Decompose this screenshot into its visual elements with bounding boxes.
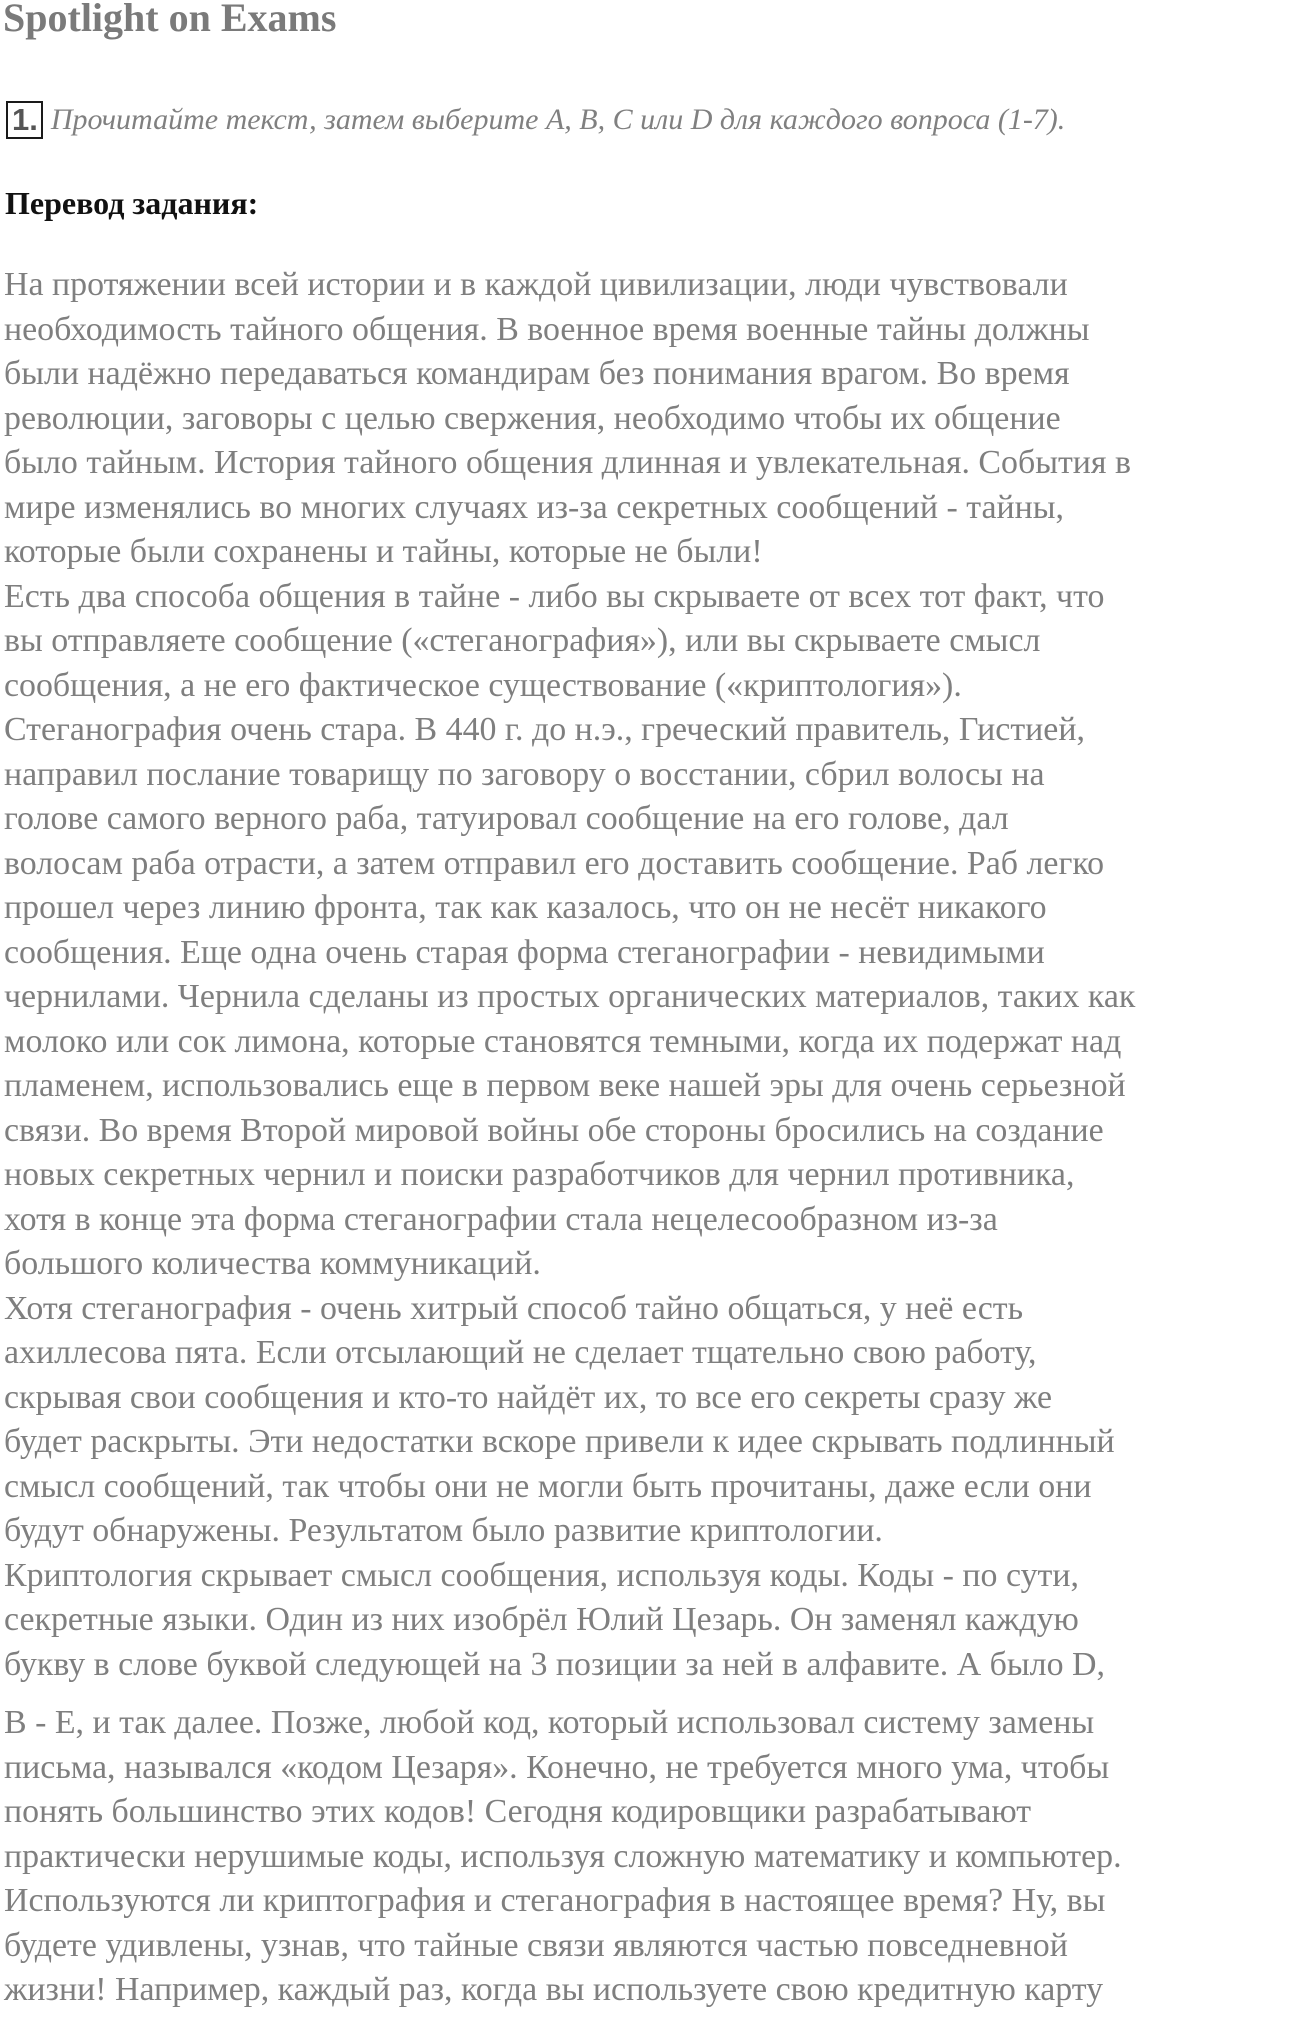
text-line: Стеганография очень стара. В 440 г. до н.э., греческий правитель, Гистией, bbox=[4, 711, 1085, 748]
text-line: Используются ли криптография и стеганография в настоящее время? Ну, вы bbox=[4, 1882, 1106, 1919]
text-line: письма, назывался «кодом Цезаря». Конечно, не требуется много ума, чтобы bbox=[4, 1748, 1110, 1786]
text-line: революции, заговоры с целью свержения, необходимо чтобы их общение bbox=[4, 399, 1061, 437]
text-line: будут обнаружены. Результатом было развитие криптологии. bbox=[4, 1512, 883, 1549]
text-line: На протяжении всей истории и в каждой цивилизации, люди чувствовали bbox=[4, 266, 1068, 303]
text-line: пламенем, использовались еще в первом веке нашей эры для очень серьезной bbox=[4, 1067, 1126, 1104]
text-line: понять большинство этих кодов! Сегодня кодировщики разрабатывают bbox=[4, 1793, 1032, 1830]
document-title: Spotlight on Exams bbox=[3, 0, 337, 40]
text-line: смысл сообщений, так чтобы они не могли быть прочитаны, даже если они bbox=[4, 1467, 1092, 1505]
text-line: В - Е, и так далее. Позже, любой код, который использовал систему замены bbox=[4, 1704, 1095, 1741]
text-line: секретные языки. Один из них изобрёл Юлий Цезарь. Он заменял каждую bbox=[4, 1601, 1079, 1638]
text-line: вы отправляете сообщение («стеганография»), или вы скрываете смысл bbox=[4, 622, 1041, 659]
text-line: будет раскрыты. Эти недостатки вскоре привели к идее скрывать подлинный bbox=[4, 1423, 1115, 1460]
text-line: сообщения, а не его фактическое существование («криптология»). bbox=[4, 666, 962, 704]
text-line: чернилами. Чернила сделаны из простых органических материалов, таких как bbox=[4, 978, 1136, 1015]
translation-body-text bbox=[4, 263, 1303, 2013]
text-line: было тайным. История тайного общения длинная и увлекательная. События в bbox=[4, 444, 1131, 481]
text-line: прошел через линию фронта, так как казалось, что он не несёт никакого bbox=[4, 889, 1047, 926]
text-line: молоко или сок лимона, которые становятся темными, когда их подержат над bbox=[4, 1022, 1122, 1060]
text-line: будете удивлены, узнав, что тайные связи являются частью повседневной bbox=[4, 1926, 1068, 1964]
task-number-box: 1. bbox=[6, 101, 43, 139]
text-line: были надёжно передаваться командирам без понимания врагом. Во время bbox=[4, 355, 1070, 392]
text-line: Хотя стеганография - очень хитрый способ тайно общаться, у неё есть bbox=[4, 1289, 1024, 1327]
text-line: большого количества коммуникаций. bbox=[4, 1245, 541, 1282]
task-instruction-row bbox=[6, 100, 1065, 140]
text-line: жизни! Например, каждый раз, когда вы используете свою кредитную карту bbox=[4, 1971, 1104, 2008]
text-line: ахиллесова пята. Если отсылающий не сделает тщательно свою работу, bbox=[4, 1334, 1037, 1371]
text-line: хотя в конце эта форма стеганографии стала нецелесообразном из-за bbox=[4, 1200, 998, 1238]
text-line: направил послание товарищу по заговору о восстании, сбрил волосы на bbox=[4, 755, 1045, 793]
text-line: сообщения. Еще одна очень старая форма стеганографии - невидимыми bbox=[4, 933, 1045, 971]
translation-heading: Перевод задания: bbox=[5, 185, 259, 221]
text-line: мире изменялись во многих случаях из-за секретных сообщений - тайны, bbox=[4, 488, 1065, 526]
text-line: голове самого верного раба, татуировал сообщение на его голове, дал bbox=[4, 800, 1009, 837]
text-line: скрывая свои сообщения и кто-то найдёт их, то все его секреты сразу же bbox=[4, 1378, 1053, 1416]
text-line: связи. Во время Второй мировой войны обе стороны бросились на создание bbox=[4, 1111, 1104, 1149]
task-instruction-text: Прочитайте текст, затем выберите A, B, C или D для каждого вопроса (1-7). bbox=[50, 103, 1066, 136]
text-line: новых секретных чернил и поиски разработчиков для чернил противника, bbox=[4, 1156, 1075, 1193]
text-line: практически нерушимые коды, используя сложную математику и компьютер. bbox=[4, 1837, 1122, 1875]
text-line: Есть два способа общения в тайне - либо вы скрываете от всех тот факт, что bbox=[4, 577, 1105, 615]
text-line: необходимость тайного общения. В военное время военные тайны должны bbox=[4, 310, 1090, 348]
text-line: которые были сохранены и тайны, которые не были! bbox=[4, 533, 763, 570]
text-line: букву в слове буквой следующей на 3 позиции за ней в алфавите. А было D, bbox=[4, 1645, 1105, 1683]
text-line: Криптология скрывает смысл сообщения, используя коды. Коды - по сути, bbox=[4, 1556, 1079, 1594]
text-line: волосам раба отрасти, а затем отправил его доставить сообщение. Раб легко bbox=[4, 844, 1105, 882]
